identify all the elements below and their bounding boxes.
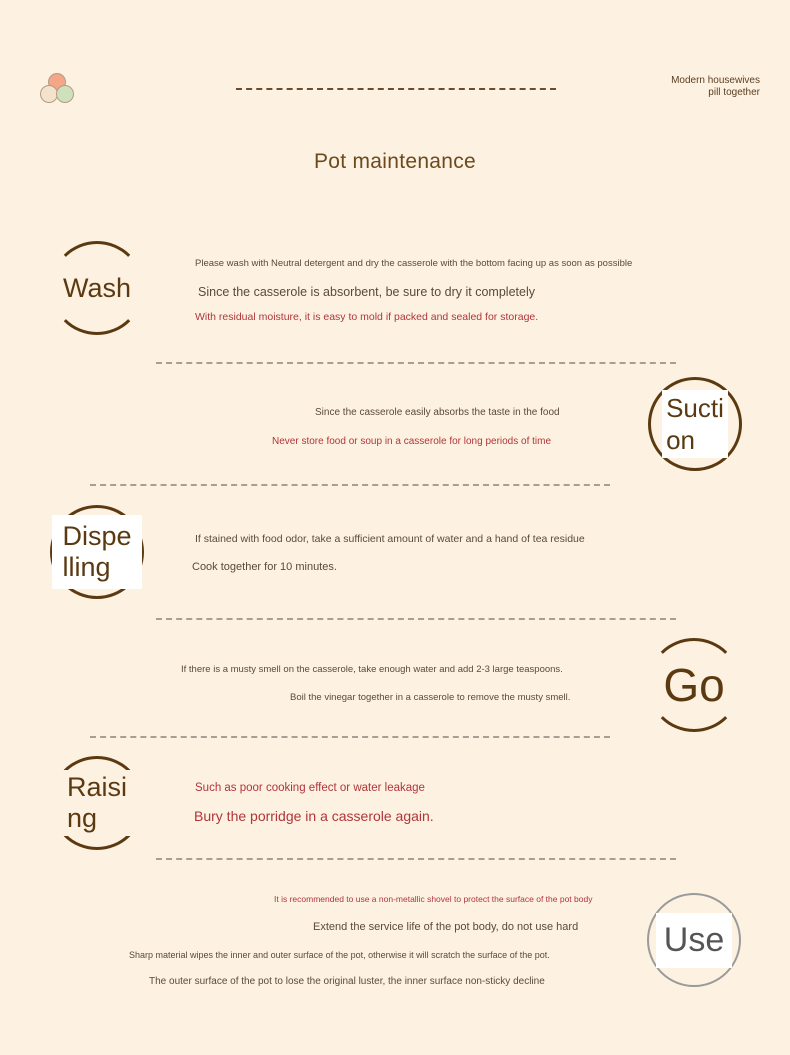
go-label: Go <box>659 658 728 712</box>
dispelling-line-1: If stained with food odor, take a sufficient amount of water and a hand of tea residue <box>195 533 585 545</box>
use-badge <box>647 893 741 987</box>
suction-line-1: Since the casserole easily absorbs the taste in the food <box>315 407 560 418</box>
use-label: Use <box>656 913 732 968</box>
use-line-1: It is recommended to use a non-metallic shovel to protect the surface of the pot body <box>274 894 593 904</box>
suction-label <box>662 390 728 458</box>
brand-logo <box>40 73 76 105</box>
use-line-4: The outer surface of the pot to lose the original luster, the inner surface non-sticky decline <box>149 976 545 987</box>
raising-label <box>57 770 137 836</box>
suction-label-line-2: on <box>666 425 696 455</box>
wash-label: Wash <box>59 271 135 306</box>
section-divider <box>156 858 676 860</box>
raising-line-1: Such as poor cooking effect or water leakage <box>195 782 425 794</box>
suction-badge <box>648 377 742 471</box>
suction-line-2: Never store food or soup in a casserole for long periods of time <box>272 436 552 447</box>
raising-line-2: Bury the porridge in a casserole again. <box>194 808 434 824</box>
go-line-2: Boil the vinegar together in a casserole to remove the musty smell. <box>290 692 571 703</box>
go-line-1: If there is a musty smell on the casserole, take enough water and add 2-3 large teaspoons. <box>181 664 563 675</box>
tagline <box>671 75 760 99</box>
dispelling-label-line-1: Dispe <box>62 521 132 551</box>
raising-label-line-1: Raisi <box>66 772 127 802</box>
dispelling-badge <box>50 505 144 599</box>
wash-line-2: Since the casserole is absorbent, be sure to dry it completely <box>198 285 535 299</box>
wash-badge <box>50 241 144 335</box>
section-divider <box>156 618 676 620</box>
section-divider <box>90 736 610 738</box>
tagline-line-2: pill together <box>708 87 760 98</box>
dispelling-line-2: Cook together for 10 minutes. <box>192 561 337 573</box>
raising-label-line-2: ng <box>66 803 98 833</box>
section-divider <box>156 362 676 364</box>
use-line-3: Sharp material wipes the inner and outer surface of the pot, otherwise it will scratch the surface of the pot. <box>129 950 550 960</box>
wash-line-3: With residual moisture, it is easy to mold if packed and sealed for storage. <box>195 311 539 323</box>
raising-badge <box>50 756 144 850</box>
suction-label-line-1: Sucti <box>666 393 724 423</box>
dispelling-label <box>52 515 141 589</box>
tagline-line-1: Modern housewives <box>671 75 760 86</box>
go-badge <box>647 638 741 732</box>
header-divider <box>236 88 556 90</box>
use-line-2: Extend the service life of the pot body, do not use hard <box>313 921 579 933</box>
dispelling-label-line-2: lling <box>62 552 111 582</box>
page-title: Pot maintenance <box>313 150 477 173</box>
section-divider <box>90 484 610 486</box>
wash-line-1: Please wash with Neutral detergent and dry the casserole with the bottom facing up as soon as possible <box>195 258 633 269</box>
